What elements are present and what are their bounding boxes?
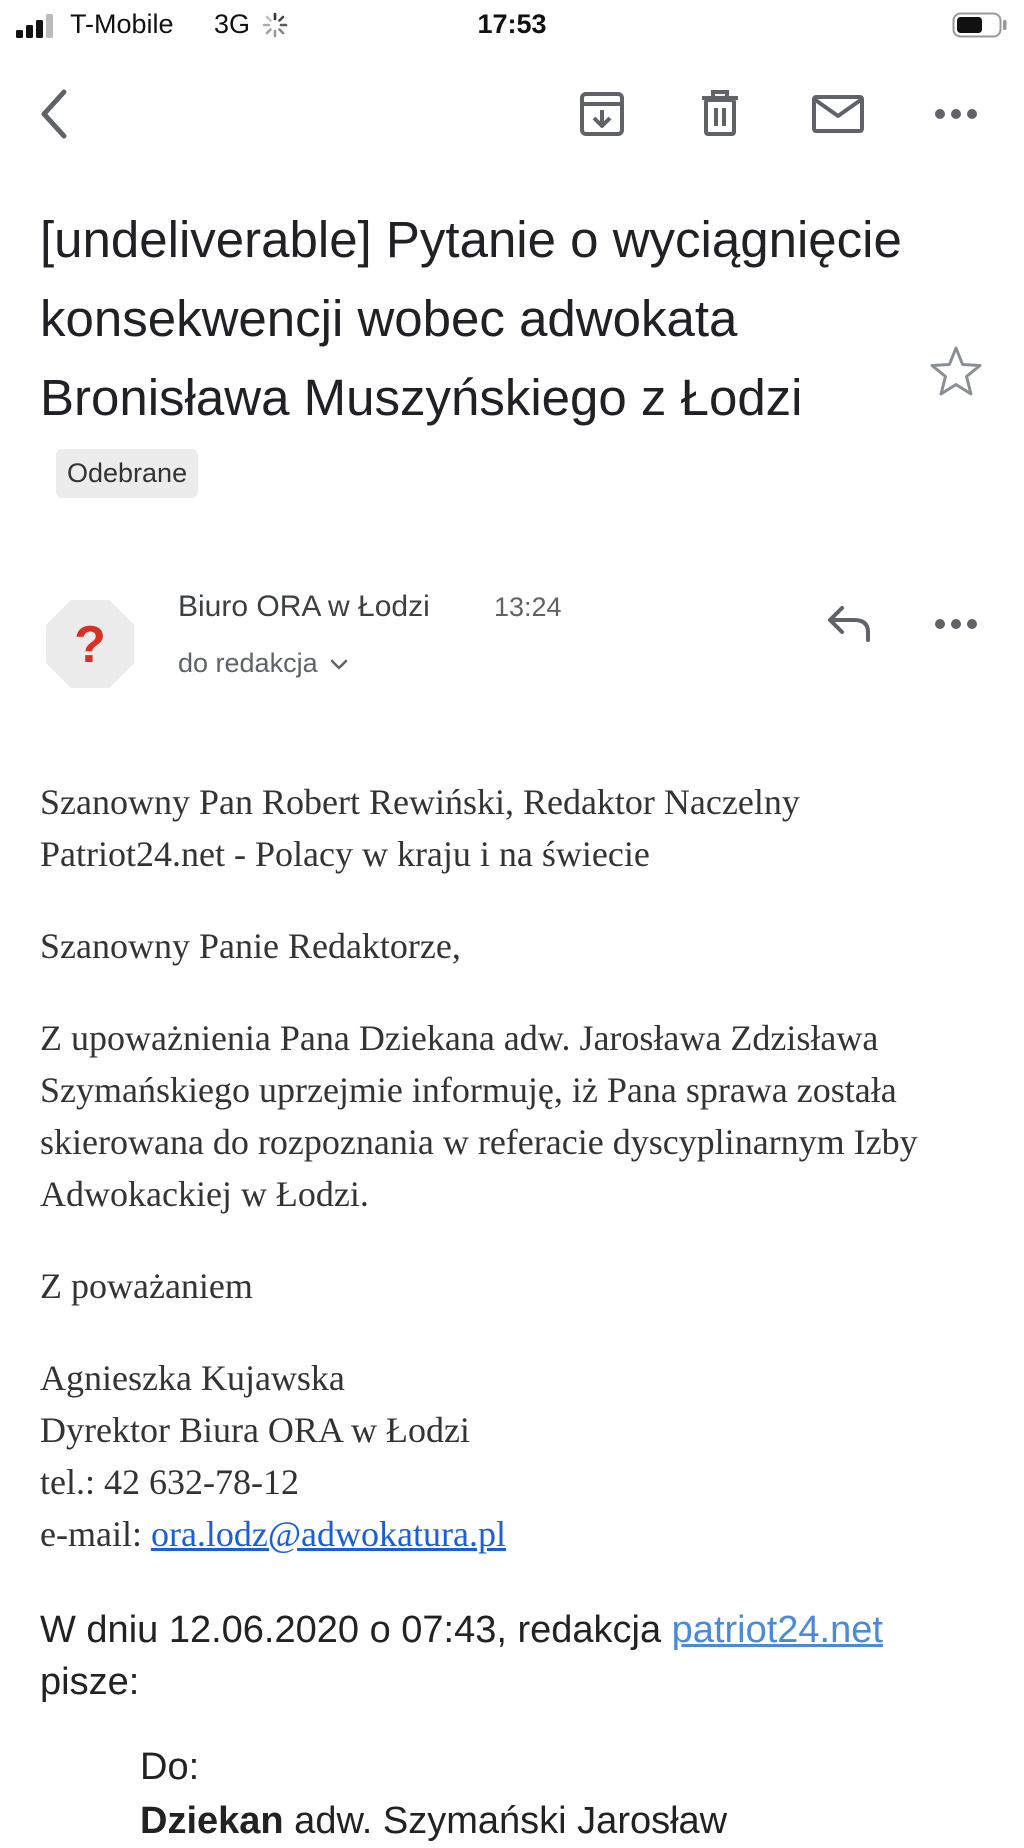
chevron-down-icon <box>329 658 349 672</box>
delete-button[interactable] <box>684 78 756 150</box>
salutation-line-2: Patriot24.net - Polacy w kraju i na świecie <box>40 834 650 874</box>
message-more-button[interactable] <box>920 594 992 654</box>
email-subject <box>40 200 920 516</box>
recipient-text: do redakcja <box>178 648 318 678</box>
quote-intro-text: W dniu 12.06.2020 o 07:43, redakcja <box>40 1609 672 1651</box>
more-options-button[interactable] <box>920 78 992 150</box>
salutation-line-1: Szanowny Pan Robert Rewiński, Redaktor Naczelny <box>40 782 800 822</box>
signature-name: Agnieszka Kujawska <box>40 1358 345 1398</box>
archive-icon <box>578 90 626 138</box>
email-body <box>40 776 1000 1600</box>
back-button[interactable] <box>18 78 90 150</box>
reply-icon <box>824 604 872 644</box>
network-type: 3G <box>214 9 251 39</box>
quote-sender-link[interactable]: patriot24.net <box>671 1609 883 1651</box>
trash-icon <box>698 90 742 138</box>
status-bar <box>0 0 1024 52</box>
more-horizontal-icon <box>934 108 978 120</box>
subject-text: [undeliverable] Pytanie o wyciągnięcie konsekwencji wobec adwokata Bronisława Muszyńskiego z Łodzi <box>40 211 902 426</box>
star-icon <box>928 344 984 400</box>
more-horizontal-icon <box>934 618 978 630</box>
quoted-message <box>140 1740 1000 1848</box>
signature-title: Dyrektor Biura ORA w Łodzi <box>40 1410 470 1450</box>
sender-name[interactable]: Biuro ORA w Łodzi <box>178 590 430 623</box>
mark-unread-button[interactable] <box>802 78 874 150</box>
quote-intro-suffix: pisze: <box>40 1661 140 1703</box>
battery-icon <box>952 12 1008 38</box>
reply-button[interactable] <box>812 594 884 654</box>
signature-email-link[interactable]: ora.lodz@adwokatura.pl <box>150 1514 506 1554</box>
quoted-recipient <box>140 1794 1000 1848</box>
chevron-left-icon <box>34 88 74 140</box>
signature-phone: tel.: 42 632-78-12 <box>40 1462 299 1502</box>
closing: Z poważaniem <box>40 1266 253 1306</box>
star-button[interactable] <box>928 344 984 400</box>
mail-icon <box>811 94 865 134</box>
quoted-to-label: Do: <box>140 1746 200 1788</box>
inbox-label-badge[interactable]: Odebrane <box>56 449 198 498</box>
status-time: 17:53 <box>477 9 547 39</box>
greeting: Szanowny Panie Redaktorze, <box>40 926 461 966</box>
carrier-name: T-Mobile <box>70 9 174 39</box>
signature-email-label: e-mail: <box>40 1514 151 1554</box>
salutation <box>40 776 1000 880</box>
svg-text:?: ? <box>74 616 106 674</box>
recipient-details-toggle[interactable] <box>178 648 349 679</box>
unknown-sender-icon <box>44 598 136 690</box>
signature <box>40 1352 1000 1560</box>
message-toolbar <box>0 78 1024 158</box>
quote-intro <box>40 1604 1000 1708</box>
quoted-recipient-title: Dziekan <box>140 1800 284 1842</box>
archive-button[interactable] <box>566 78 638 150</box>
sender-avatar[interactable] <box>44 598 136 690</box>
quoted-recipient-name: adw. Szymański Jarosław <box>283 1800 728 1842</box>
sent-time: 13:24 <box>494 592 562 622</box>
body-paragraph: Z upoważnienia Pana Dziekana adw. Jarosława Zdzisława Szymańskiego uprzejmie informuję, iż Pana sprawa została skierowana do rozpoznania w referacie dyscyplinarnym Izby Adwokackiej w Łodzi. <box>40 1018 918 1214</box>
